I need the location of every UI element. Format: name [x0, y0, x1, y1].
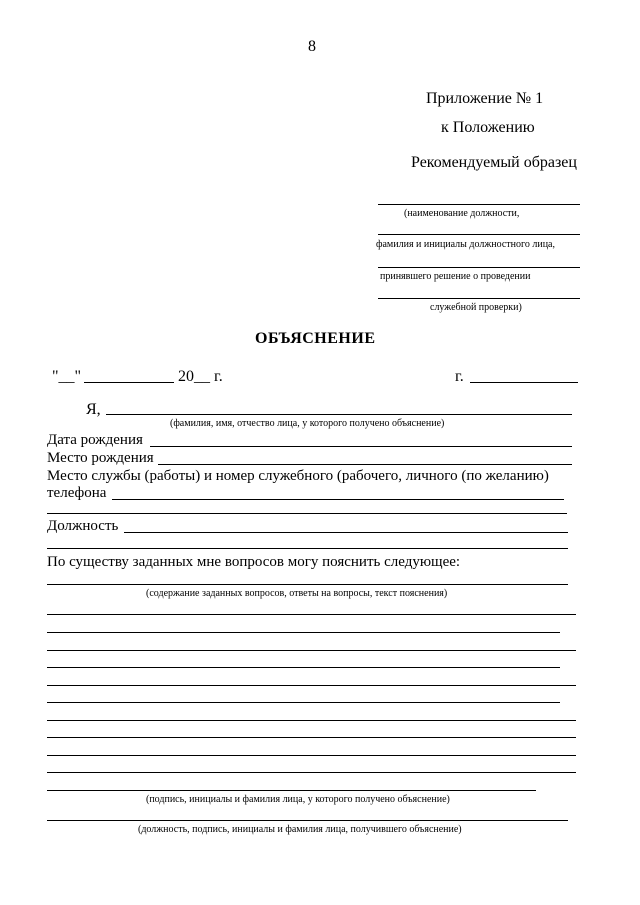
addressee-line-4[interactable]: [378, 298, 580, 299]
phone-line[interactable]: [112, 499, 564, 500]
phone-extra-line[interactable]: [47, 513, 567, 514]
explanation-line[interactable]: [47, 737, 576, 738]
explanation-line[interactable]: [47, 720, 576, 721]
addressee-caption-2: фамилия и инициалы должностного лица,: [376, 239, 555, 250]
sample-label: Рекомендуемый образец: [411, 154, 577, 171]
phone-label: телефона: [47, 485, 107, 501]
addressee-caption-4: служебной проверки): [430, 302, 522, 313]
service-place-label: Место службы (работы) и номер служебного (рабочего, личного (по желанию): [47, 468, 549, 484]
position-extra-line[interactable]: [47, 548, 568, 549]
explanation-line[interactable]: [47, 650, 576, 651]
page-number: 8: [308, 38, 316, 55]
explanation-line[interactable]: [47, 772, 576, 773]
appendix-label: Приложение № 1: [426, 90, 544, 107]
birth-place-label: Место рождения: [47, 450, 154, 466]
content-caption: (содержание заданных вопросов, ответы на вопросы, текст пояснения): [146, 588, 448, 599]
document-title: ОБЪЯСНЕНИЕ: [255, 330, 376, 347]
date-day-field[interactable]: "__": [52, 368, 82, 385]
birth-date-label: Дата рождения: [47, 432, 143, 448]
name-line[interactable]: [106, 414, 572, 415]
addressee-line-2[interactable]: [378, 234, 580, 235]
signature-line[interactable]: [47, 790, 536, 791]
explanation-intro: По существу заданных мне вопросов могу пояснить следующее:: [47, 554, 461, 570]
addressee-line-1[interactable]: [378, 204, 580, 205]
position-line[interactable]: [124, 532, 568, 533]
addressee-caption-3: принявшего решение о проведении: [380, 271, 531, 282]
explanation-line-1[interactable]: [47, 584, 568, 585]
birth-place-line[interactable]: [158, 464, 572, 465]
birth-date-line[interactable]: [150, 446, 572, 447]
signature-caption: (подпись, инициалы и фамилия лица, у которого получено объяснение): [146, 794, 450, 805]
explanation-line[interactable]: [47, 632, 560, 633]
explanation-line[interactable]: [47, 755, 576, 756]
name-caption: (фамилия, имя, отчество лица, у которого получено объяснение): [170, 418, 445, 429]
position-label: Должность: [47, 518, 119, 534]
receiver-line[interactable]: [47, 820, 568, 821]
city-label: г.: [455, 368, 464, 385]
explanation-line[interactable]: [47, 667, 560, 668]
explanation-line[interactable]: [47, 614, 576, 615]
explanation-line[interactable]: [47, 702, 560, 703]
date-year-field[interactable]: 20__ г.: [178, 368, 223, 385]
date-month-line[interactable]: [84, 382, 174, 383]
city-line[interactable]: [470, 382, 578, 383]
regulation-label: к Положению: [441, 119, 535, 136]
receiver-caption: (должность, подпись, инициалы и фамилия лица, получившего объяснение): [138, 824, 462, 835]
addressee-caption-1: (наименование должности,: [404, 208, 520, 219]
addressee-line-3[interactable]: [378, 267, 580, 268]
explanation-line[interactable]: [47, 685, 576, 686]
i-label: Я,: [86, 401, 101, 418]
